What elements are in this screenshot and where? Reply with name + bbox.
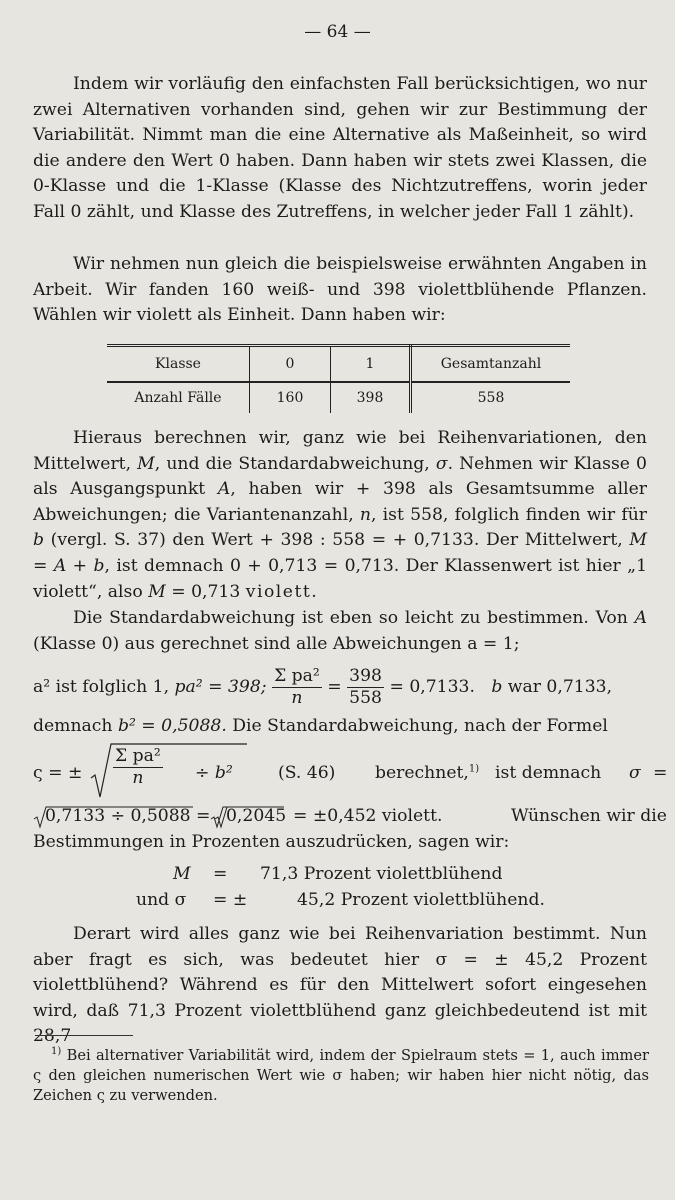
fraction: $\frac{\text{Σ pa²}}{n}$ xyxy=(274,666,320,708)
book-page: — 64 — Indem wir vorläufig den einfachsten Fall berücksichtigen, wo nur zwei Alternativen vorhanden sind, gehen wir zur Bestimmung der Variabilität. Nimmt man die eine Alternative als Maßeinheit, so wird die andere den Wert 0 haben. Dann haben wir stets zwei Klassen, die 0-Klasse und die 1-Klasse (Klasse des Nichtzutreffens, worin jeder Fall 0 zählt, und Klasse des Zutreffens, in welcher jeder Fall 1 zählt). Wir nehmen nun gleich die beispielsweise erwähnten Angaben in Arbeit. Wir fanden 160 weiß- und 398 violettblühende Pflanzen. Wählen wir violett als Einheit. Dann haben wir: Klasse 0 1 Gesamtanzahl Anzahl Fälle 160 398 558 Hieraus berechnen wir, ganz wie bei Reihenvariationen, den Mittelwert, M, und die Standardabweichung, σ. Nehmen wir Klasse 0 als Ausgangspunkt A, haben wir + 398 als Gesamtsumme aller Abweichungen; die Variantenanzahl, n, ist 558, folglich finden wir für b (vergl. S. 37) den Wert + 398 : 558 = + 0,7133. Der Mittelwert, M = A + b, ist demnach 0 + 0,713 = 0,713. Der Klassenwert ist hier „1 violett“, also M = 0,713 violett. Die Standardabweichung ist eben so leicht zu bestimmen. Von A (Klasse 0) aus gerechnet sind alle Abweichungen a = 1; a² ist folglich 1, pa² = 398; $\frac{\text{Σ pa²}}{n}$ = $\frac{398}{558}$ = 0,7133. b war 0,7133, demnach b² = 0,5088. Die Standardabweichung, nach der Formel ς = ± $\frac{\text{Σ pa²}}{n}$ ÷ b² (S. 46) berechnet,$^{1)}$ ist demnach σ = 0,7133 ÷ 0,5088 = 0,2045 = ±0,452 violett. Wünschen wir die Bestimmungen in Prozenten auszudrücken, sagen wir: M = 71,3 Prozent violettblühend und σ = ± 45,2 Prozent violettblühend. Derart wird alles ganz wie bei Reihenvariation bestimmt. Nun aber fragt es sich, was bedeutet hier σ = ± 45,2 Prozent violettblühend? Während es für den Mittelwert sofort eingesehen wird, daß 71,3 Prozent violettblühend ganz gleichbedeutend ist mit 28,7 $^{1)}$ Bei alternativer Variabilität wird, indem der Spielraum stets = 1, auch immer ς den gleichen numerischen Wert wie σ haben; wir haben hier nicht nötig, das Zeichen ς zu verwenden. xyxy=(0,0,675,1200)
paragraph-1: Indem wir vorläufig den einfachsten Fall berücksichtigen, wo nur zwei Alternativen vorhanden sind, gehen wir zur Bestimmung der Variabilität. Nimmt man die eine Alternative als Maßeinheit, so wird die andere den Wert 0 haben. Dann haben wir stets zwei Klassen, die 0-Klasse und die 1-Klasse (Klasse des Nichtzutreffens, worin jeder Fall 0 zählt, und Klasse des Zutreffens, in welcher jeder Fall 1 zählt). xyxy=(33,74,647,222)
text-line: Bestimmungen in Prozenten auszudrücken, sagen wir: xyxy=(33,832,510,852)
class-table xyxy=(107,344,570,413)
equation-line-2: ς = ± $\frac{\text{Σ pa²}}{n}$ ÷ b² (S. 46) berechnet,$^{1)}$ ist demnach σ = xyxy=(33,742,647,802)
table-header-cell: 1 xyxy=(331,346,411,383)
table-header-cell: 0 xyxy=(250,346,331,383)
paragraph-5: Derart wird alles ganz wie bei Reihenvariation bestimmt. Nun aber fragt es sich, was bedeutet hier σ = ± 45,2 Prozent violettblühend? Während es für den Mittelwert sofort eingesehen wird, daß 71,3 Prozent violettblühend ganz gleichbedeutend ist mit 28,7 xyxy=(33,924,647,1047)
table-cell: Anzahl Fälle xyxy=(107,382,250,413)
table-header-row xyxy=(107,346,570,383)
page-number: — 64 — xyxy=(304,22,371,42)
footnote-divider xyxy=(35,1035,133,1036)
table-cell: 558 xyxy=(477,390,505,406)
table-cell: 160 xyxy=(250,382,331,413)
table-cell: 398 xyxy=(331,382,411,413)
paragraph-3: Hieraus berechnen wir, ganz wie bei Reihenvariationen, den Mittelwert, M, und die Standardabweichung, σ. Nehmen wir Klasse 0 als Ausgangspunkt A, haben wir + 398 als Gesamtsumme aller Abweichungen; die Variantenanzahl, n, ist 558, folglich finden wir für b (vergl. S. 37) den Wert + 398 : 558 = + 0,7133. Der Mittelwert, M = A + b, ist demnach 0 + 0,713 = 0,713. Der Klassenwert ist hier „1 violett“, also M = 0,713 violett. xyxy=(33,428,648,602)
table-header-cell: Klasse xyxy=(107,346,250,383)
equation-line-1: a² ist folglich 1, pa² = 398; $\frac{\text{Σ pa²}}{n}$ = $\frac{398}{558}$ = 0,7133. b war 0,7133, xyxy=(33,666,613,708)
paragraph-4: Die Standardabweichung ist eben so leicht zu bestimmen. Von A (Klasse 0) aus gerechnet sind alle Abweichungen a = 1; xyxy=(33,608,647,654)
table-header-cell: Gesamtanzahl xyxy=(411,346,571,383)
fraction: $\frac{398}{558}$ xyxy=(349,666,382,708)
fraction: $\frac{\text{Σ pa²}}{n}$ xyxy=(115,746,161,788)
root-sign xyxy=(214,805,284,829)
table-row xyxy=(107,382,570,413)
text-line: demnach b² = 0,5088. Die Standardabweichung, nach der Formel xyxy=(33,716,608,736)
footnote-ref: 1) xyxy=(468,763,480,775)
paragraph-2: Wir nehmen nun gleich die beispielsweise erwähnten Angaben in Arbeit. Wir fanden 160 weiß- und 398 violettblühende Pflanzen. Wählen wir violett als Einheit. Dann haben wir: xyxy=(33,254,647,326)
footnote: $^{1)}$ Bei alternativer Variabilität wird, indem der Spielraum stets = 1, auch immer ς den gleichen numerischen Wert wie σ haben; wir haben hier nicht nötig, das Zeichen ς zu verwenden. xyxy=(33,1046,649,1104)
